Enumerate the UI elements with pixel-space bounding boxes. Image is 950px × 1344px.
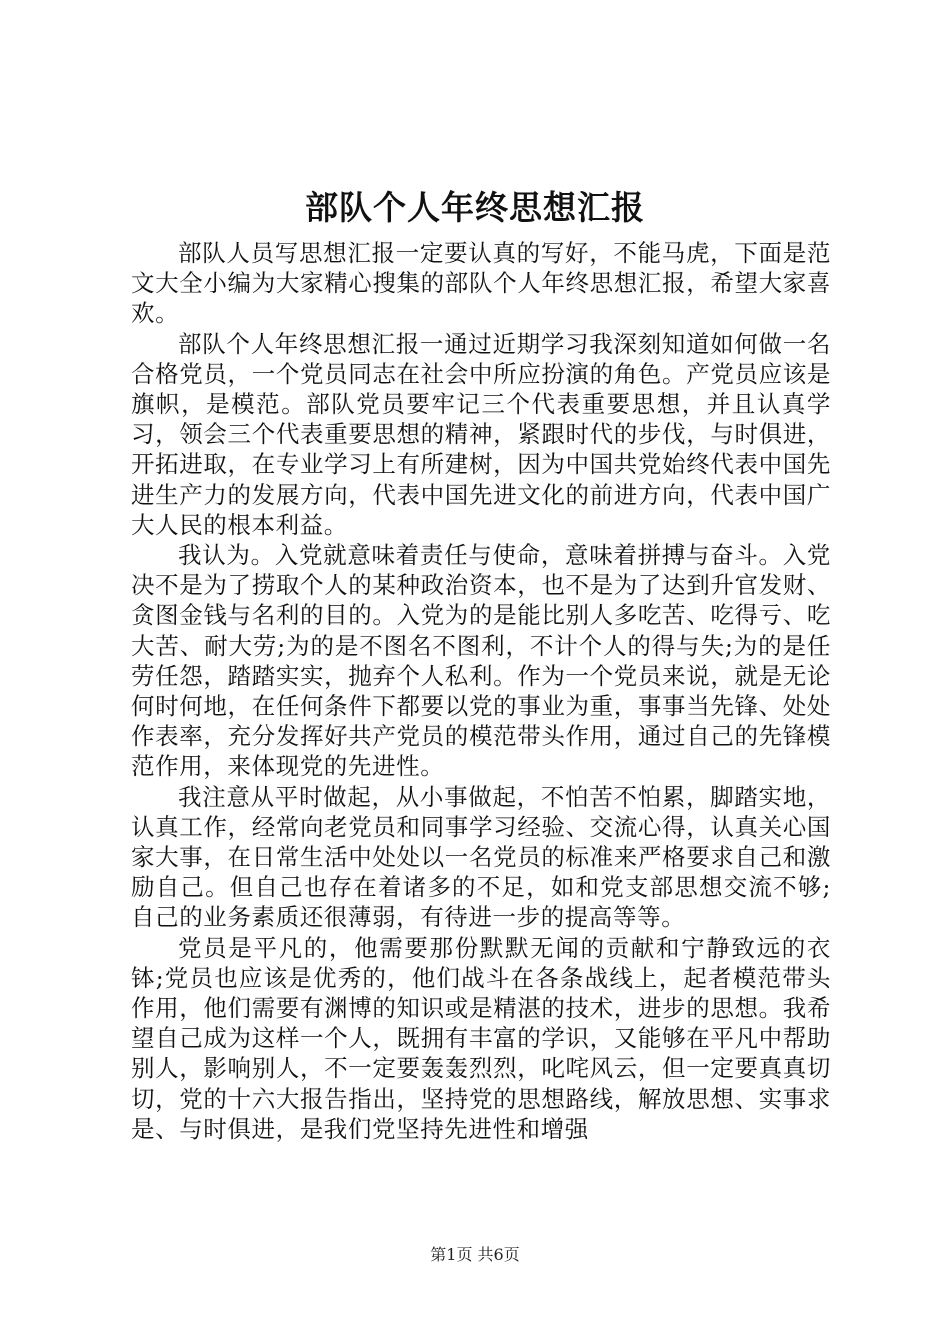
paragraph-self-review: 我注意从平时做起，从小事做起，不怕苦不怕累，脚踏实地，认真工作，经常向老党员和同事学习经验、交流心得，认真关心国家大事，在日常生活中处处以一名党员的标准来严格要求自己和激励自己。但自己也存在着诸多的不足，如和党支部思想交流不够;自己的业务素质还很薄弱，有待进一步的提高等等。 [131,782,831,932]
paragraph-responsibility: 我认为。入党就意味着责任与使命，意味着拼搏与奋斗。入党决不是为了捞取个人的某种政治资本，也不是为了达到升官发财、贪图金钱与名利的目的。入党为的是能比别人多吃苦、吃得亏、吃大苦、耐大劳;为的是不图名不图利，不计个人的得与失;为的是任劳任怨，踏踏实实，抛弃个人私利。作为一个党员来说，就是无论何时何地，在任何条件下都要以党的事业为重，事事当先锋、处处作表率，充分发挥好共产党员的模范带头作用，通过自己的先锋模范作用，来体现党的先进性。 [131,541,831,781]
paragraph-learning: 部队个人年终思想汇报一通过近期学习我深刻知道如何做一名合格党员，一个党员同志在社会中所应扮演的角色。产党员应该是旗帜，是模范。部队党员要牢记三个代表重要思想，并且认真学习，领会三个代表重要思想的精神，紧跟时代的步伐，与时俱进，开拓进取，在专业学习上有所建树，因为中国共党始终代表中国先进生产力的发展方向，代表中国先进文化的前进方向，代表中国广大人民的根本利益。 [131,329,831,539]
document-title: 部队个人年终思想汇报 [305,188,645,227]
page-number-footer: 第1页 共6页 [430,1245,520,1264]
document-body [131,238,831,1144]
paragraph-aspiration: 党员是平凡的，他需要那份默默无闻的贡献和宁静致远的衣钵;党员也应该是优秀的，他们战斗在各条战线上，起者模范带头作用，他们需要有渊博的知识或是精湛的技术，进步的思想。我希望自己成为这样一个人，既拥有丰富的学识，又能够在平凡中帮助别人，影响别人，不一定要轰轰烈烈，叱咤风云，但一定要真真切切，党的十六大报告指出，坚持党的思想路线，解放思想、实事求是、与时俱进，是我们党坚持先进性和增强 [131,933,831,1143]
paragraph-intro: 部队人员写思想汇报一定要认真的写好，不能马虎，下面是范文大全小编为大家精心搜集的部队个人年终思想汇报，希望大家喜欢。 [131,239,831,328]
